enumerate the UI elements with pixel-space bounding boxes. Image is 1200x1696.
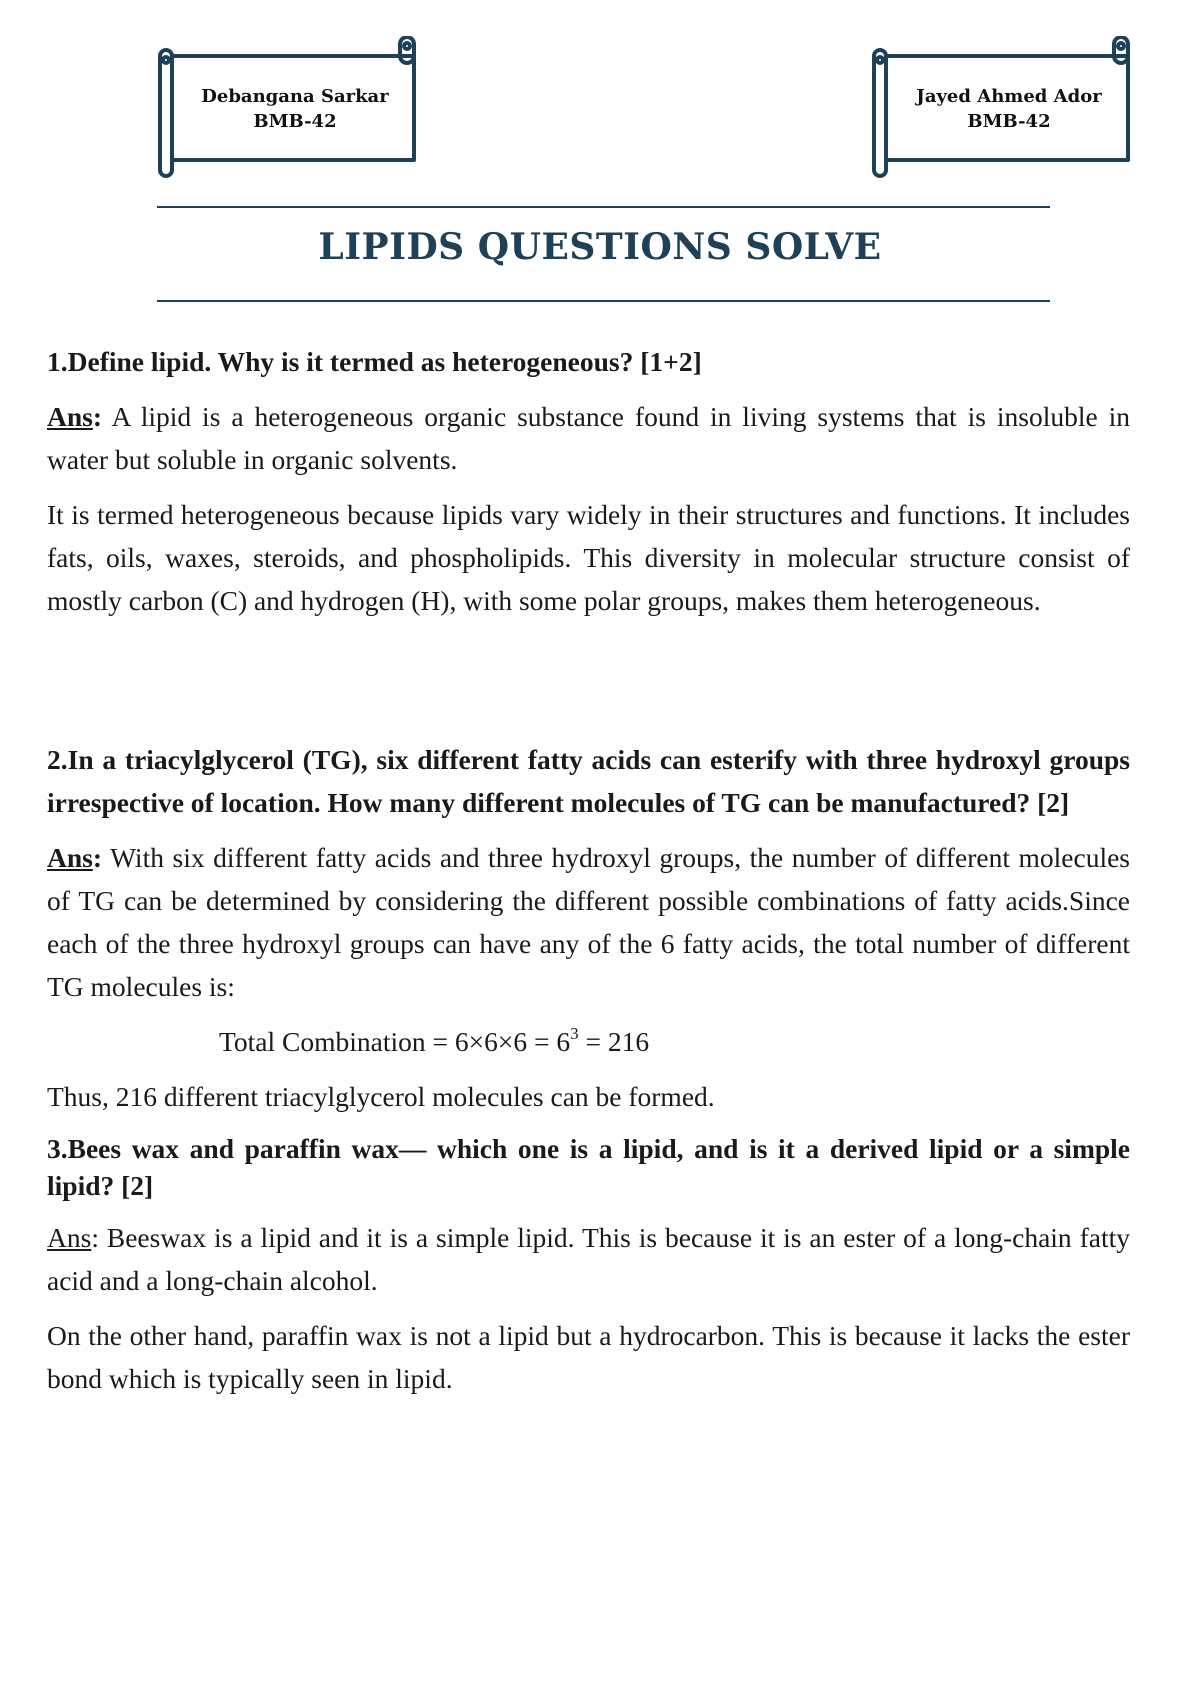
answer-3-paragraph-2: On the other hand, paraffin wax is not a lipid but a hydrocarbon. This is because it lacks the ester bond which is typically seen in lipid. — [47, 1320, 1130, 1394]
author-scroll-left — [152, 36, 422, 176]
question-1: 1.Define lipid. Why is it termed as heterogeneous? [1+2] — [47, 346, 702, 377]
author-batch: BMB-42 — [967, 111, 1051, 132]
answer-text: A lipid is a heterogeneous organic substance found in living systems that is insoluble in water but soluble in organic solvents. — [47, 401, 1130, 475]
answer-separator: : — [91, 1222, 99, 1253]
title-rule-top — [157, 206, 1050, 208]
question-3: 3.Bees wax and paraffin wax— which one is a lipid, and is it a derived lipid or a simple lipid? [2] — [47, 1133, 1130, 1201]
formula-exponent: 3 — [570, 1023, 579, 1043]
answer-text: With six different fatty acids and three hydroxyl groups, the number of different molecules of TG can be determined by considering the different possible combinations of fatty acids.Since each of the three hydroxyl groups can have any of the 6 fatty acids, the total number of different TG molecules is: — [47, 842, 1130, 1002]
answer-1-paragraph-2: It is termed heterogeneous because lipids vary widely in their structures and functions. It includes fats, oils, waxes, steroids, and phospholipids. This diversity in molecular structure consist of mostly carbon (C) and hydrogen (H), with some polar groups, makes them heterogeneous. — [47, 499, 1130, 616]
document-body — [47, 340, 1130, 1400]
author-batch: BMB-42 — [253, 111, 337, 132]
answer-2 — [47, 836, 1130, 1008]
author-scroll-right — [866, 36, 1136, 176]
answer-label: Ans — [47, 842, 93, 873]
page-title: LIPIDS QUESTIONS SOLVE — [318, 226, 882, 268]
author-name: Debangana Sarkar — [201, 86, 389, 107]
answer-1 — [47, 395, 1130, 481]
title-rule-bottom — [157, 300, 1050, 302]
answer-2-paragraph-2: Thus, 216 different triacylglycerol molecules can be formed. — [47, 1081, 715, 1112]
author-name: Jayed Ahmed Ador — [916, 86, 1102, 107]
answer-separator: : — [92, 401, 103, 432]
answer-separator: : — [92, 842, 103, 873]
formula-text: Total Combination = 6×6×6 = 6 — [219, 1026, 571, 1057]
answer-text: Beeswax is a lipid and it is a simple lipid. This is because it is an ester of a long-chain fatty acid and a long-chain alcohol. — [47, 1222, 1130, 1296]
formula-result: = 216 — [578, 1026, 650, 1057]
formula — [47, 1020, 1130, 1063]
answer-label: Ans — [47, 1222, 92, 1253]
answer-label: Ans — [47, 401, 93, 432]
answer-3 — [47, 1216, 1130, 1302]
question-2: 2.In a triacylglycerol (TG), six different fatty acids can esterify with three hydroxyl groups irrespective of location. How many different molecules of TG can be manufactured? [2] — [47, 744, 1130, 818]
